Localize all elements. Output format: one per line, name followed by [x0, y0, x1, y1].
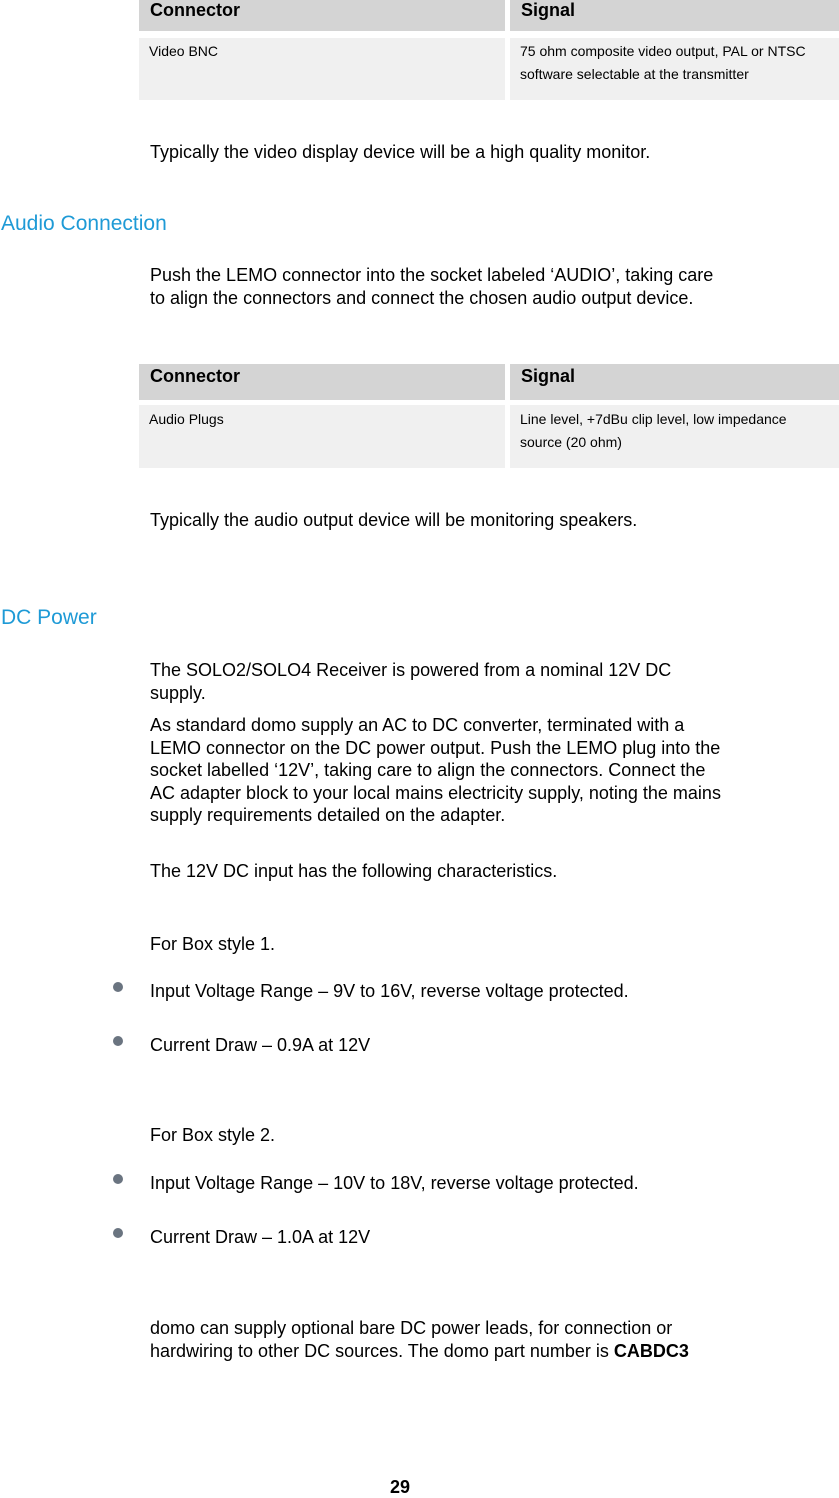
dc-leads-paragraph: domo can supply optional bare DC power leads, for connection or hardwiring to other DC sources. The domo part number is CABDC3 [150, 1318, 689, 1361]
table-header-connector: Connector [139, 364, 505, 400]
table-header-signal: Signal [510, 364, 839, 400]
box1-voltage-range: Input Voltage Range – 9V to 16V, reverse voltage protected. [150, 981, 629, 1001]
box-style-2-label: For Box style 2. [150, 1125, 276, 1145]
table-cell-signal: Line level, +7dBu clip level, low impedance source (20 ohm) [510, 405, 839, 468]
table-cell-connector: Video BNC [139, 38, 505, 100]
part-number: CABDC3 [613, 1340, 689, 1361]
box2-voltage-range: Input Voltage Range – 10V to 18V, reverse voltage protected. [150, 1173, 639, 1193]
power-paragraph-1: The SOLO2/SOLO4 Receiver is powered from a nominal 12V DC supply. [150, 660, 672, 703]
bullet-icon [113, 982, 123, 992]
table-header-signal: Signal [510, 0, 839, 31]
video-note: Typically the video display device will be a high quality monitor. [150, 142, 651, 162]
dc-power-heading: DC Power [1, 606, 97, 629]
power-paragraph-3: The 12V DC input has the following characteristics. [150, 861, 558, 881]
table-cell-signal: 75 ohm composite video output, PAL or NTSC software selectable at the transmitter [510, 38, 839, 100]
audio-connection-heading: Audio Connection [1, 212, 167, 235]
bullet-icon [113, 1228, 123, 1238]
page-number: 29 [389, 1477, 411, 1497]
bullet-icon [113, 1174, 123, 1184]
audio-note: Typically the audio output device will be monitoring speakers. [150, 510, 638, 530]
box2-current-draw: Current Draw – 1.0A at 12V [150, 1227, 371, 1247]
table-cell-connector: Audio Plugs [139, 405, 505, 468]
box1-current-draw: Current Draw – 0.9A at 12V [150, 1035, 371, 1055]
power-paragraph-2: As standard domo supply an AC to DC converter, terminated with a LEMO connector on the DC power output. Push the LEMO plug into the socket labelled ‘12V’, taking care to align the connectors. Connect the AC adapter block to your local mains electricity supply, noting the mains supply requirements detailed on the adapter. [150, 715, 721, 825]
box-style-1-label: For Box style 1. [150, 934, 276, 954]
audio-intro: Push the LEMO connector into the socket labeled ‘AUDIO’, taking care to align the connectors and connect the chosen audio output device. [150, 265, 714, 308]
bullet-icon [113, 1036, 123, 1046]
table-header-connector: Connector [139, 0, 505, 31]
